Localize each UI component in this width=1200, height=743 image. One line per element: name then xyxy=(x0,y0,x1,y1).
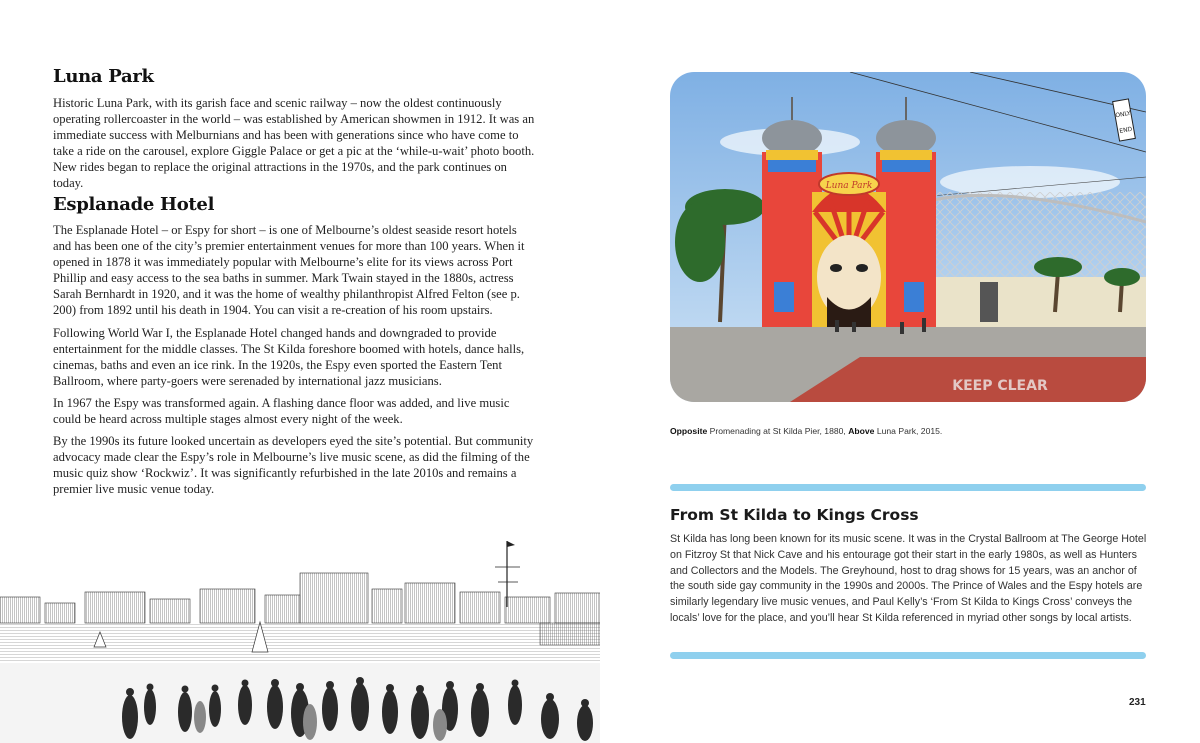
esplanade-body xyxy=(53,222,535,504)
esplanade-paragraph: Following World War I, the Esplanade Hotel changed hands and downgraded to provide entertainment for the middle classes. The St Kilda foreshore boomed with hotels, dance halls, cinemas, baths and even an ice rink. In the 1920s, the Espy even sported the Eastern Tent Ballroom, where party-goers were serenaded by international jazz musicians. xyxy=(53,325,525,388)
box-top-rule xyxy=(670,484,1146,491)
box-bottom-rule xyxy=(670,652,1146,659)
luna-park-heading: Luna Park xyxy=(53,66,154,87)
sidebar-box-title: From St Kilda to Kings Cross xyxy=(670,506,919,524)
caption-opposite-text: Promenading at St Kilda Pier, 1880, xyxy=(707,426,849,436)
caption-above-text: Luna Park, 2015. xyxy=(874,426,943,436)
road-marking-text: KEEP CLEAR xyxy=(952,378,1048,394)
sidebar-box-text: St Kilda has long been known for its music scene. It was in the Crystal Ballroom at The George Hotel on Fitzroy St that Nick Cave and his entourage got their start in the early 1980s, as well as Hunters and Collectors and the Models. The Greyhound, host to drag shows for 15 years, was an anchor of the south side gay community in the 1990s and 2000s. The Prince of Wales and the Espy hotels are similarly legendary live music venues, and Paul Kelly’s ‘From St Kilda to Kings Cross’ conveys the locals’ love for the place, and you’ll hear St Kilda referenced in myriad other songs by local artists. xyxy=(670,533,1147,624)
page-number: 231 xyxy=(1129,697,1146,708)
right-page xyxy=(600,0,1200,743)
road-sign-end-text: END xyxy=(1118,125,1133,135)
photo-caption xyxy=(670,426,942,436)
arch-sign-text: Luna Park xyxy=(825,181,873,191)
luna-park-paragraph: Historic Luna Park, with its garish face and scenic railway – now the oldest continuously operating rollercoaster in the world – was established by American showmen in 1912. It was an immediate success with Melburnians and has been with generations since who have come to take a ride on the carousel, explore Giggle Palace or get a pic at the ‘while-u-wait’ photo booth. New rides began to replace the original attractions in the 1970s, and the park continues on today. xyxy=(53,96,535,191)
caption-opposite-label: Opposite xyxy=(670,426,708,436)
luna-park-illustration xyxy=(670,72,1146,402)
esplanade-paragraph: The Esplanade Hotel – or Espy for short – is one of Melbourne’s oldest seaside resort hotels and has been one of the city’s premier entertainment venues for more than 100 years. When it opened in 1878 it was immediately popular with Melbourne’s elite for its views across Port Phillip and easy access to the sea baths in summer. Mark Twain stayed in the 1880s, actress Sarah Bernhardt in 1920, and it was the home of wealthy philanthropist Alfred Felton (see p. 200) from 1892 until his death in 1904. You can visit a re-creation of his room upstairs. xyxy=(53,223,525,318)
luna-park-photo xyxy=(670,72,1146,402)
esplanade-paragraph: By the 1990s its future looked uncertain as developers eyed the site’s potential. But community advocacy made clear the Espy’s role in Melbourne’s live music scene, as did the filming of the music quiz show ‘Rockwiz’. It was significantly refurbished in the late 2010s and remains a premier live music venue today. xyxy=(53,434,534,497)
road-sign-only-text: ONLY xyxy=(1114,109,1132,120)
caption-above-label: Above xyxy=(848,426,875,436)
esplanade-hotel-heading: Esplanade Hotel xyxy=(53,194,215,215)
esplanade-paragraph: In 1967 the Espy was transformed again. A flashing dance floor was added, and live music could be heard across multiple stages almost every night of the week. xyxy=(53,395,510,427)
st-kilda-pier-engraving xyxy=(0,537,600,743)
